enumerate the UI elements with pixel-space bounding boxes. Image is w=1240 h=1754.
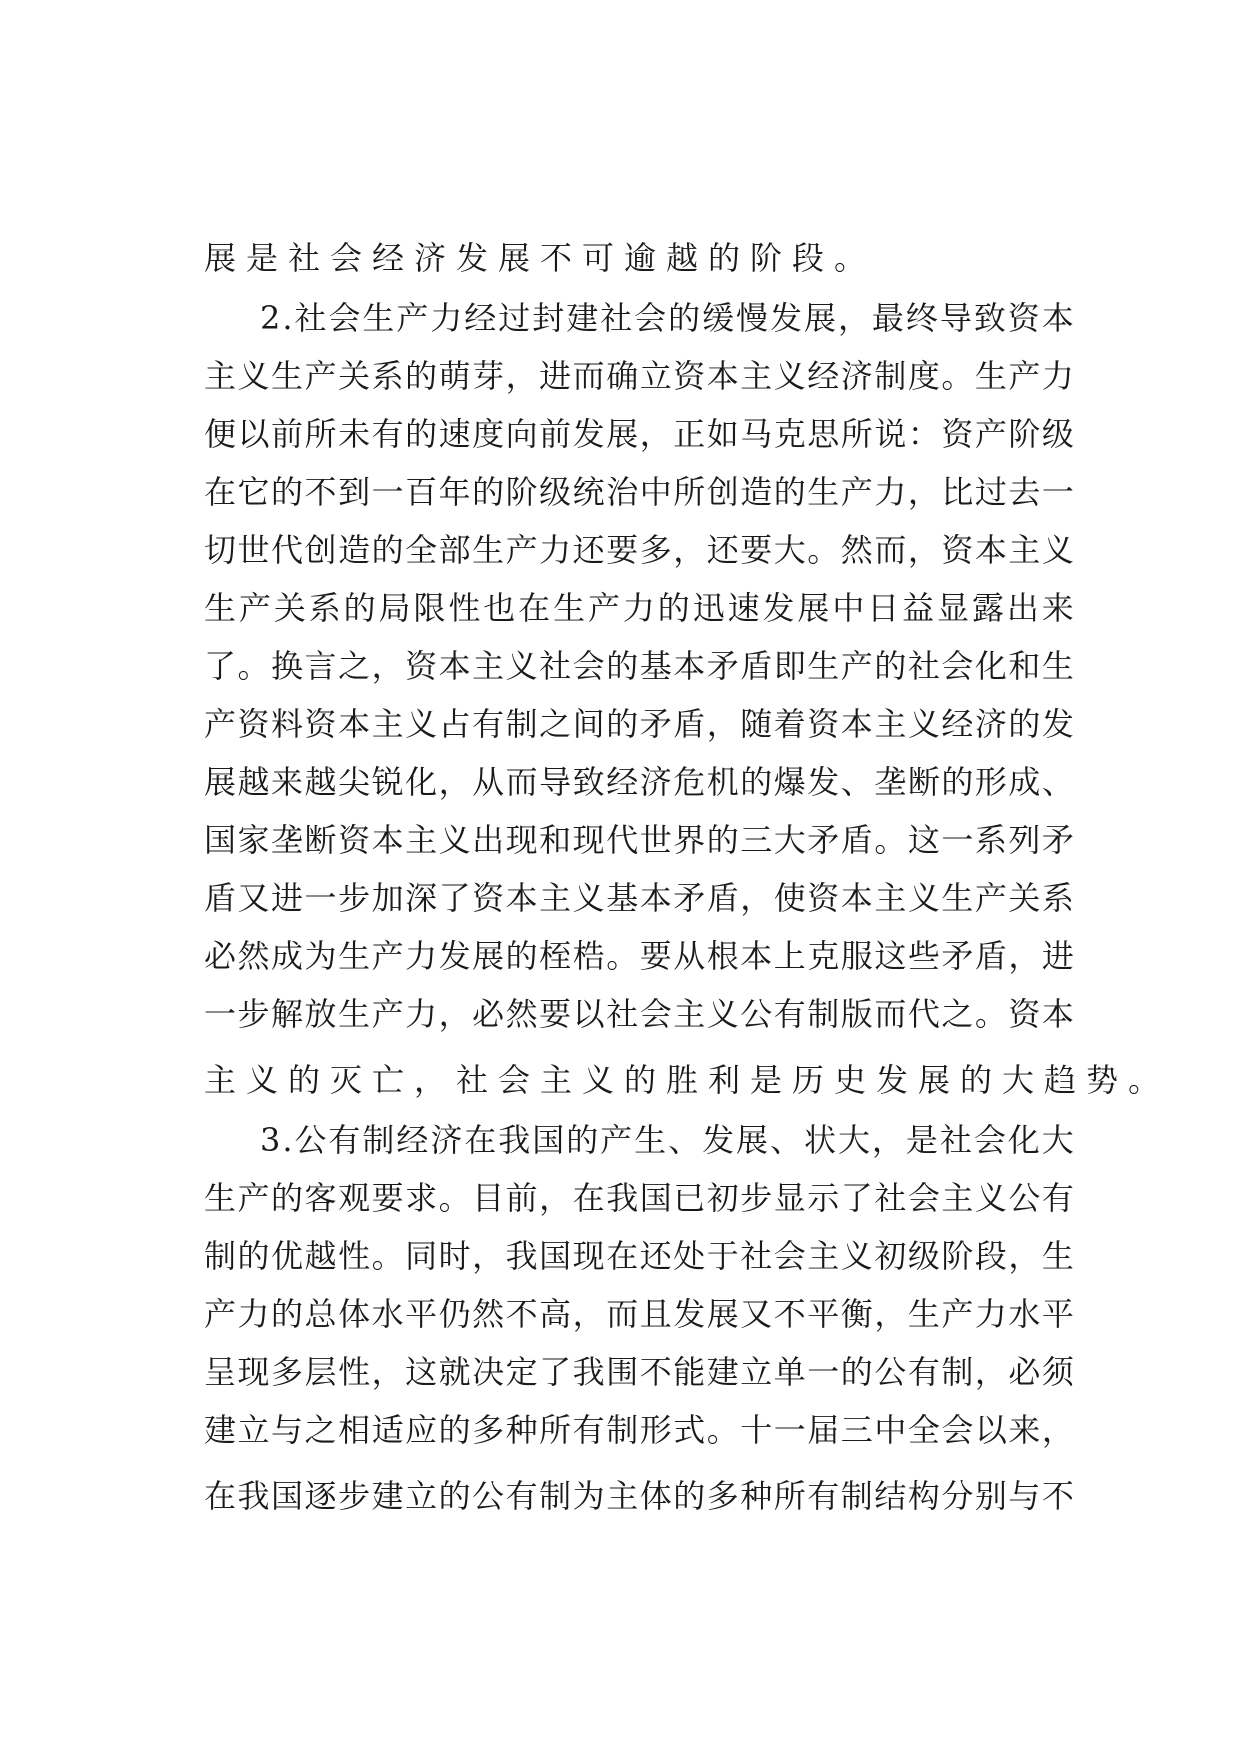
- text-line: 3 . 公 有 制 经 济 在 我 国 的 产 生 、 发 展 、 状 大 ， 是 社 会 化 大: [260, 1121, 1074, 1159]
- text-line: 展 越 来 越 尖 锐 化 ， 从 而 导 致 经 济 危 机 的 爆 发 、 垄 断 的 形 成 、: [204, 763, 1074, 801]
- text-line: 了 。 换 言 之 ， 资 本 主 义 社 会 的 基 本 矛 盾 即 生 产 的 社 会 化 和 生: [204, 647, 1074, 685]
- text-line: 国 家 垄 断 资 本 主 义 出 现 和 现 代 世 界 的 三 大 矛 盾 。 这 一 系 列 矛: [204, 821, 1074, 859]
- text-line: 产 资 料 资 本 主 义 占 有 制 之 间 的 矛 盾 ， 随 着 资 本 主 义 经 济 的 发: [204, 705, 1074, 743]
- text-line: 生 产 的 客 观 要 求 。 目 前 ， 在 我 国 已 初 步 显 示 了 社 会 主 义 公 有: [204, 1179, 1074, 1217]
- text-line: 在 我 国 逐 步 建 立 的 公 有 制 为 主 体 的 多 种 所 有 制 结 构 分 别 与 不: [204, 1477, 1074, 1515]
- text-line: 盾 又 进 一 步 加 深 了 资 本 主 义 基 本 矛 盾 ， 使 资 本 主 义 生 产 关 系: [204, 879, 1074, 917]
- text-line: 必 然 成 为 生 产 力 发 展 的 桎 梏 。 要 从 根 本 上 克 服 这 些 矛 盾 ， 进: [204, 937, 1074, 975]
- text-line: 展是社会经济发展不可逾越的阶段。: [204, 239, 877, 277]
- text-line: 呈 现 多 层 性 ， 这 就 决 定 了 我 围 不 能 建 立 单 一 的 公 有 制 ， 必 须: [204, 1353, 1074, 1391]
- text-line: 在 它 的 不 到 一 百 年 的 阶 级 统 治 中 所 创 造 的 生 产 力 ， 比 过 去 一: [204, 473, 1074, 511]
- text-line: 生 产 关 系 的 局 限 性 也 在 生 产 力 的 迅 速 发 展 中 日 益 显 露 出 来: [204, 589, 1074, 627]
- text-line: 制 的 优 越 性 。 同 时 ， 我 国 现 在 还 处 于 社 会 主 义 初 级 阶 段 ， 生: [204, 1237, 1074, 1275]
- text-line: 一 步 解 放 生 产 力 ， 必 然 要 以 社 会 主 义 公 有 制 版 而 代 之 。 资 本: [204, 995, 1074, 1033]
- text-line: 建 立 与 之 相 适 应 的 多 种 所 有 制 形 式 。 十 一 届 三 中 全 会 以 来 ，: [204, 1411, 1074, 1449]
- text-line: 主 义 生 产 关 系 的 萌 芽 ， 进 而 确 立 资 本 主 义 经 济 制 度 。 生 产 力: [204, 357, 1074, 395]
- text-line: 便 以 前 所 未 有 的 速 度 向 前 发 展 ， 正 如 马 克 思 所 说 ： 资 产 阶 级: [204, 415, 1074, 453]
- text-line: 主义的灭亡，社会主义的胜利是历史发展的大趋势。: [204, 1061, 1171, 1099]
- text-line: 产 力 的 总 体 水 平 仍 然 不 高 ， 而 且 发 展 又 不 平 衡 ， 生 产 力 水 平: [204, 1295, 1074, 1333]
- text-line: 切 世 代 创 造 的 全 部 生 产 力 还 要 多 ， 还 要 大 。 然 而 ， 资 本 主 义: [204, 531, 1074, 569]
- text-line: 2 . 社 会 生 产 力 经 过 封 建 社 会 的 缓 慢 发 展 ， 最 终 导 致 资 本: [260, 299, 1074, 337]
